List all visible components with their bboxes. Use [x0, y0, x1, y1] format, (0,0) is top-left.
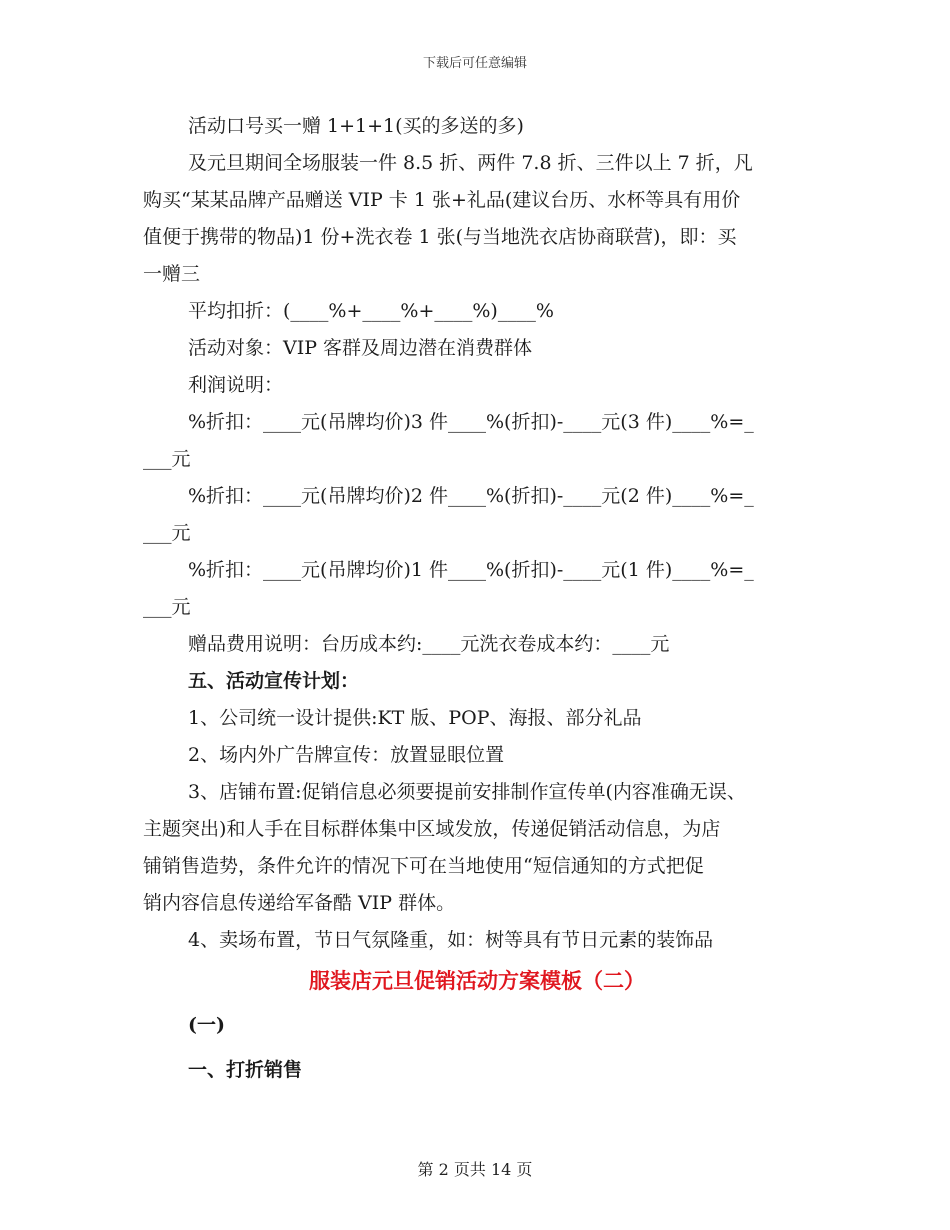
section-heading-discount-sales: 一、打折销售	[188, 1059, 303, 1081]
document-title-part-2: 服装店元旦促销活动方案模板（二）	[309, 968, 645, 993]
paragraph-target-audience: 活动对象：VIP 客群及周边潜在消费群体	[188, 337, 533, 359]
section-heading-promotion-plan: 五、活动宣传计划：	[188, 670, 360, 692]
paragraph-discount-line-1: 及元旦期间全场服装一件 8.5 折、两件 7.8 折、三件以上 7 折，凡	[188, 152, 753, 174]
document-body	[143, 108, 811, 1089]
list-item-4: 4、卖场布置，节日气氛隆重，如：树等具有节日元素的装饰品	[188, 929, 714, 951]
paragraph-slogan: 活动口号买一赠 1+1+1(买的多送的多)	[188, 115, 524, 137]
paragraph-profit-1-item-cont: ___元	[143, 596, 191, 618]
paragraph-profit-3-items: %折扣：____元(吊牌均价)3 件____%(折扣)-____元(3 件)____%=_	[188, 411, 754, 433]
list-item-2: 2、场内外广告牌宣传：放置显眼位置	[188, 744, 505, 766]
list-item-3: 3、店铺布置:促销信息必须要提前安排制作宣传单(内容准确无误、	[188, 781, 746, 803]
list-item-3-cont-1: 主题突出)和人手在目标群体集中区域发放，传递促销活动信息，为店	[143, 818, 721, 840]
paragraph-profit-2-items: %折扣：____元(吊牌均价)2 件____%(折扣)-____元(2 件)____%=_	[188, 485, 754, 507]
paragraph-profit-2-items-cont: ___元	[143, 522, 191, 544]
page-header: 下载后可任意编辑	[422, 56, 527, 71]
paragraph-discount-line-3: 值便于携带的物品)1 份+洗衣卷 1 张(与当地洗衣店协商联营)，即：买	[143, 226, 737, 248]
paragraph-profit-heading: 利润说明：	[188, 374, 284, 396]
paragraph-profit-3-items-cont: ___元	[143, 448, 191, 470]
paragraph-discount-line-2: 购买“某某品牌产品赠送 VIP 卡 1 张+礼品(建议台历、水杯等具有用价	[143, 189, 741, 211]
paragraph-average-discount: 平均扣折：(____%+____%+____%)____%	[188, 300, 554, 322]
list-item-3-cont-3: 销内容信息传递给军备酷 VIP 群体。	[143, 892, 456, 914]
list-item-1: 1、公司统一设计提供:KT 版、POP、海报、部分礼品	[188, 707, 642, 729]
paragraph-discount-line-4: 一赠三	[143, 263, 201, 285]
list-item-3-cont-2: 铺销售造势，条件允许的情况下可在当地使用“短信通知的方式把促	[143, 855, 704, 877]
page-footer: 第 2 页共 14 页	[417, 1160, 533, 1179]
paragraph-gift-cost: 赠品费用说明：台历成本约:____元洗衣卷成本约：____元	[188, 633, 670, 655]
subsection-marker: (一)	[188, 1014, 225, 1036]
paragraph-profit-1-item: %折扣：____元(吊牌均价)1 件____%(折扣)-____元(1 件)____%=_	[188, 559, 754, 581]
